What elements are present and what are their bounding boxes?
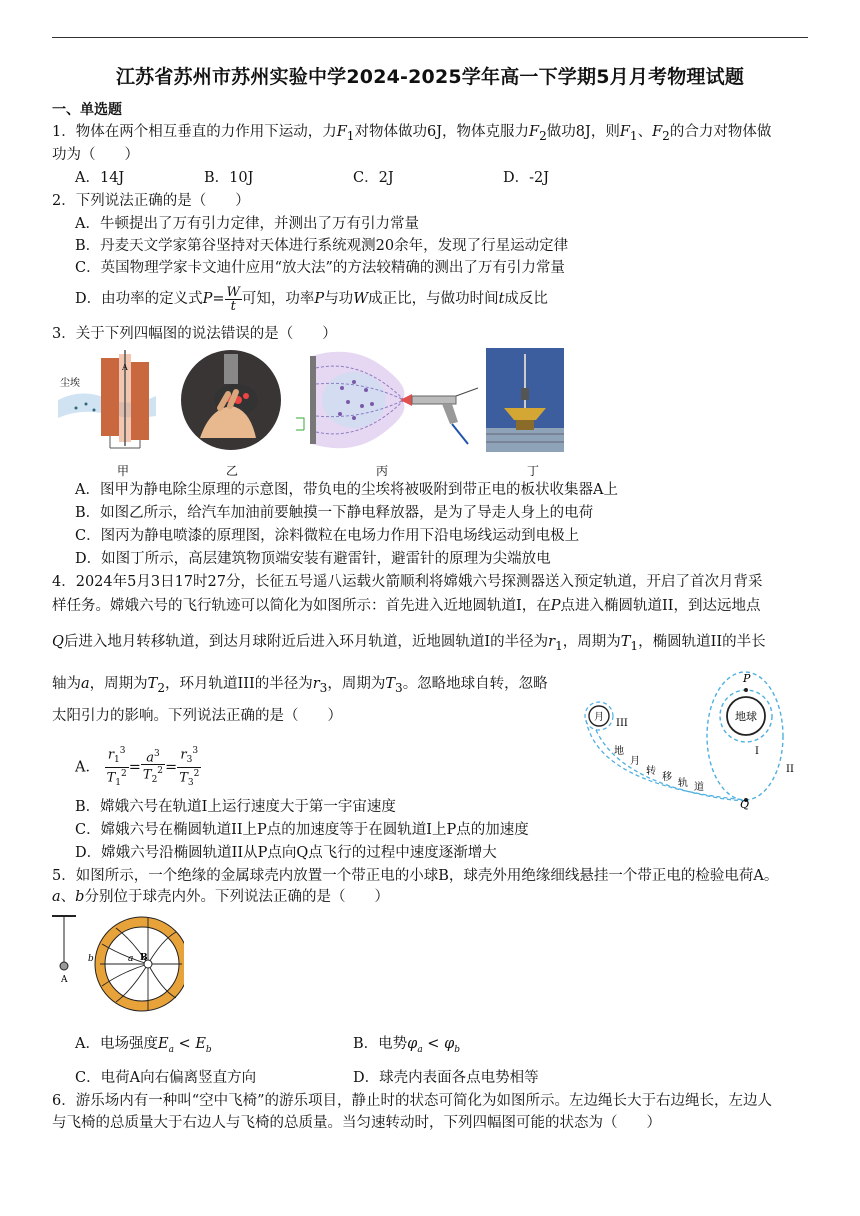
top-rule xyxy=(52,37,808,38)
q1-option-c: C．2J xyxy=(353,170,394,186)
orbit-i-label: I xyxy=(755,746,759,757)
q3-stem: 3．关于下列四幅图的说法错误的是（ ） xyxy=(52,326,337,342)
q5-option-b: B．电势$\varphi_a < \varphi_b$ xyxy=(353,1036,460,1055)
charge-a-label: A xyxy=(61,975,68,985)
q5-option-a: A．电场强度$E_a < E_b$ xyxy=(75,1036,212,1055)
q4-option-c: C．嫦娥六号在椭圆轨道II上P点的加速度等于在圆轨道I上P点的加速度 xyxy=(75,822,529,838)
q3-option-d: D．如图丁所示，高层建筑物顶端安装有避雷针，避雷针的原理为尖端放电 xyxy=(75,551,551,567)
q4-option-b: B．嫦娥六号在轨道I上运行速度大于第一宇宙速度 xyxy=(75,799,396,815)
q6-line2: 与飞椅的总质量大于右边人与飞椅的总质量。当匀速转动时，下列四幅图可能的状态为（ ） xyxy=(52,1115,661,1131)
orbit-ii-label: II xyxy=(786,764,794,775)
charge-b-label: B xyxy=(140,953,148,963)
point-b-label: b xyxy=(88,954,94,964)
q1-option-d: D．-2J xyxy=(503,170,550,186)
earth-label: 地球 xyxy=(735,710,757,723)
svg-text:转: 转 xyxy=(646,766,656,777)
q4-option-d: D．嫦娥六号沿椭圆轨道II从P点向Q点飞行的过程中速度逐渐增大 xyxy=(75,845,497,861)
q1-option-a: A．14J xyxy=(75,170,125,186)
svg-text:移: 移 xyxy=(662,772,672,783)
point-q-label: Q xyxy=(740,798,750,811)
point-p-label: P xyxy=(743,672,751,685)
svg-text:地: 地 xyxy=(614,746,624,757)
q4-line1: 4．2024年5月3日17时27分，长征五号遥八运载火箭顺利将嫦娥六号探测器送入预定轨道，开启了首次月背采 xyxy=(52,574,763,590)
point-a-label: a xyxy=(128,954,134,964)
q1-line2: 功为（ ） xyxy=(52,147,139,163)
figure-caption-bing: 丙 xyxy=(376,464,389,478)
svg-text:道: 道 xyxy=(694,782,704,793)
moon-label: 月 xyxy=(594,712,604,723)
q2-option-b: B．丹麦天文学家第谷坚持对天体进行系统观测20余年，发现了行星运动定律 xyxy=(75,238,569,254)
figure-caption-jia: 甲 xyxy=(117,464,130,478)
power-fraction: $\frac{W}{t}$ xyxy=(226,284,240,314)
q3-option-c: C．图丙为静电喷漆的原理图，涂料微粒在电场力作用下沿电场线运动到电极上 xyxy=(75,528,580,544)
q2-option-c: C．英国物理学家卡文迪什应用“放大法”的方法较精确的测出了万有引力常量 xyxy=(75,260,565,276)
q5-option-c: C．电荷A向右偏离竖直方向 xyxy=(75,1070,257,1086)
q5-line1: 5．如图所示，一个绝缘的金属球壳内放置一个带正电的小球B，球壳外用绝缘细线悬挂一个带正电的检验电荷A。 xyxy=(52,868,779,884)
q1-option-b: B．10J xyxy=(204,170,254,186)
static-discharge-photo xyxy=(180,348,282,452)
q3-option-b: B．如图乙所示，给汽车加油前要触摸一下静电释放器，是为了导走人身上的电荷 xyxy=(75,505,594,521)
page-title: 江苏省苏州市苏州实验中学2024-2025学年高一下学期5月月考物理试题 xyxy=(115,66,745,88)
orbit-diagram xyxy=(578,668,808,814)
q5-option-d: D．球壳内表面各点电势相等 xyxy=(353,1070,539,1086)
section-heading: 一、单选题 xyxy=(52,102,122,118)
lightning-rod-photo xyxy=(486,348,564,452)
q4-line3: Q后进入地月转移轨道，到达月球附近后进入环月轨道，近地圆轨道I的半径为$r_1$，周期为$T_1$，椭圆轨道II的半长 xyxy=(52,634,766,653)
orbit-iii-label: III xyxy=(616,718,628,729)
collector-a-label: A xyxy=(122,363,128,372)
q2-stem: 2．下列说法正确的是（ ） xyxy=(52,193,250,209)
figure-caption-ding: 丁 xyxy=(527,464,540,478)
q1-line1: 1．物体在两个相互垂直的力作用下运动，力$F_1$对物体做功6J，物体克服力$F_2$做功8J，则$F_1$、$F_2$的合力对物体做 xyxy=(52,124,772,143)
charged-shell-figure xyxy=(52,910,184,1014)
q2-option-d: D．由功率的定义式P= $\frac{W}{t}$ 可知，功率P与功W成正比，与做功时间t成反比 xyxy=(75,284,548,314)
q4-option-a: A． $\frac{r_1^3}{T_1^2}$ = $\frac{a^3}{T_2^2}$ = $\frac{r_3^3}{T_3^2}$ xyxy=(75,746,200,788)
svg-text:月: 月 xyxy=(630,756,640,767)
electrostatic-painting-figure xyxy=(292,348,482,452)
figure-caption-yi: 乙 xyxy=(226,464,239,478)
q3-option-a: A．图甲为静电除尘原理的示意图，带负电的尘埃将被吸附到带正电的板状收集器A上 xyxy=(75,482,618,498)
svg-text:轨: 轨 xyxy=(678,778,688,789)
electrostatic-precipitator-figure xyxy=(56,348,168,452)
q5-line2: a、b分别位于球壳内外。下列说法正确的是（ ） xyxy=(52,889,389,905)
q2-option-a: A．牛顿提出了万有引力定律，并测出了万有引力常量 xyxy=(75,216,419,232)
q4-line5: 太阳引力的影响。下列说法正确的是（ ） xyxy=(52,708,342,724)
q4-line4: 轴为a，周期为$T_2$，环月轨道III的半径为$r_3$，周期为$T_3$。忽略地球自转，忽略 xyxy=(52,676,548,695)
q4-line2: 样任务。嫦娥六号的飞行轨迹可以简化为如图所示：首先进入近地圆轨道I，在P点进入椭圆轨道II，到达远地点 xyxy=(52,598,761,614)
q6-line1: 6．游乐场内有一种叫“空中飞椅”的游乐项目，静止时的状态可简化为如图所示。左边绳长大于右边绳长，左边人 xyxy=(52,1093,773,1109)
dust-label: 尘埃 xyxy=(60,378,80,389)
